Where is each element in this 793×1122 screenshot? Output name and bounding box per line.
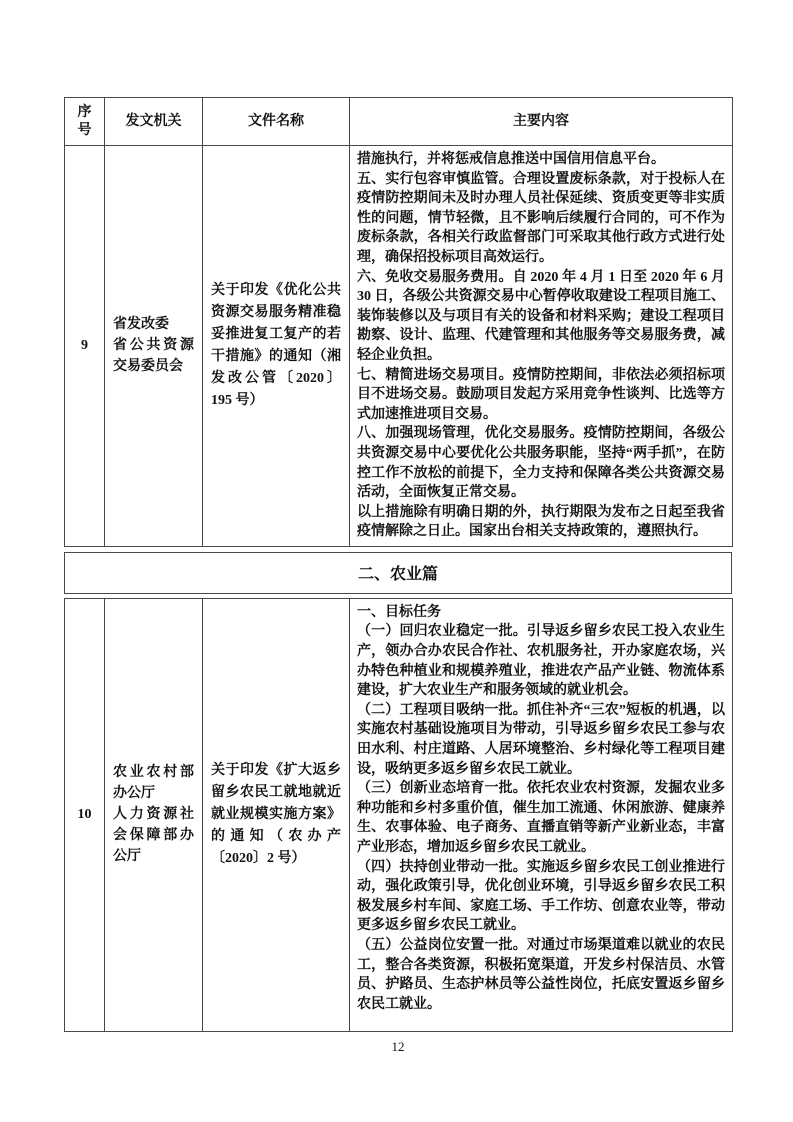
content-paragraph: 五、实行包容审慎监管。合理设置废标条款，对于投标人在疫情防控期间未及时办理人员社保延续、资质变更等非实质性的问题，情节轻微，且不影响后续履行合同的，可不作为废标条款，各相关行政监督部门可采取其他行政方式进行处理，确保招投标项目高效运行。	[357, 171, 725, 265]
document-title-cell: 关于印发《扩大返乡留乡农民工就地就近就业规模实施方案》的通知（农办产〔2020〕2 号）	[203, 598, 350, 1031]
content-paragraph: 六、免收交易服务费用。自 2020 年 4 月 1 日至 2020 年 6 月 30 日，各级公共资源交易中心暂停收取建设工程项目施工、装饰装修以及与项目有关的设备和材料采购；建设工程项目勘察、设计、监理、代建管理和其他服务等交易服务费，减轻企业负担。	[357, 269, 725, 363]
header-document: 文件名称	[203, 98, 350, 146]
policy-table-top	[64, 97, 733, 547]
agency-line: 农业农村部办公厅	[113, 765, 194, 802]
content-paragraph: （三）创新业态培育一批。依托农业农村资源，发掘农业多种功能和乡村多重价值，催生加工流通、休闲旅游、健康养生、农事体验、电子商务、直播直销等新产业新业态，丰富产业形态，增加返乡留乡农民工就业。	[357, 781, 725, 855]
content-paragraph: 措施执行，并将惩戒信息推送中国信用信息平台。	[357, 152, 665, 167]
content-paragraph: 七、精简进场交易项目。疫情防控期间，非依法必须招标项目不进场交易。鼓励项目发起方采用竞争性谈判、比选等方式加速推进项目交易。	[357, 367, 725, 422]
policy-table-area	[64, 97, 732, 1055]
table-header-row	[65, 98, 733, 146]
content-cell	[350, 598, 733, 1031]
agency-cell	[105, 598, 203, 1031]
agency-line: 人力资源社会保障部办公厅	[113, 807, 194, 865]
content-paragraph: 以上措施除有明确日期的外，执行期限为发布之日起至我省疫情解除之日止。国家出台相关支持政策的，遵照执行。	[357, 504, 725, 540]
content-paragraph: （四）扶持创业带动一批。实施返乡留乡农民工创业推进行动，强化政策引导，优化创业环境，引导返乡留乡农民工积极发展乡村车间、家庭工场、手工作坊、创意农业等，带动更多返乡留乡农民工就业。	[357, 859, 725, 934]
table-row	[65, 598, 733, 1031]
header-index: 序号	[65, 98, 105, 146]
row-index-cell: 9	[65, 146, 105, 547]
page-number: 12	[391, 1038, 405, 1054]
content-paragraph: 八、加强现场管理，优化交易服务。疫情防控期间，各级公共资源交易中心要优化公共服务职能，坚持“两手抓”，在防控工作不放松的前提下，全力支持和保障各类公共资源交易活动，全面恢复正常交易。	[357, 426, 725, 501]
document-title-cell: 关于印发《优化公共资源交易服务精准稳妥推进复工复产的若干措施》的通知（湘发改公管〔2020〕195 号）	[203, 146, 350, 547]
agency-cell	[105, 146, 203, 547]
content-paragraph: 一、目标任务	[357, 604, 441, 620]
agency-line: 省公共资源交易委员会	[113, 338, 194, 375]
content-paragraph: （二）工程项目吸纳一批。抓住补齐“三农”短板的机遇，以实施农村基础设施项目为带动，引导返乡留乡农民工参与农田水利、村庄道路、人居环境整治、乡村绿化等工程项目建设，吸纳更多返乡留乡农民工就业。	[357, 702, 725, 777]
header-content: 主要内容	[350, 98, 733, 146]
policy-table-bottom	[64, 598, 733, 1032]
agency-line: 省发改委	[113, 317, 169, 333]
row-index-cell: 10	[65, 598, 105, 1031]
section-header: 二、农业篇	[64, 552, 732, 594]
content-cell	[350, 146, 733, 547]
content-paragraph: （五）公益岗位安置一批。对通过市场渠道难以就业的农民工，整合各类资源，积极拓宽渠道，开发乡村保洁员、水管员、护路员、生态护林员等公益性岗位，托底安置返乡留乡农民工就业。	[357, 937, 725, 1012]
table-row	[65, 146, 733, 547]
header-agency: 发文机关	[105, 98, 203, 146]
content-paragraph: （一）回归农业稳定一批。引导返乡留乡农民工投入农业生产，领办合办农民合作社、农机服务社，开办家庭农场，兴办特色种植业和规模养殖业，推进农产品产业链、物流体系建设，扩大农业生产和服务领域的就业机会。	[357, 624, 725, 699]
